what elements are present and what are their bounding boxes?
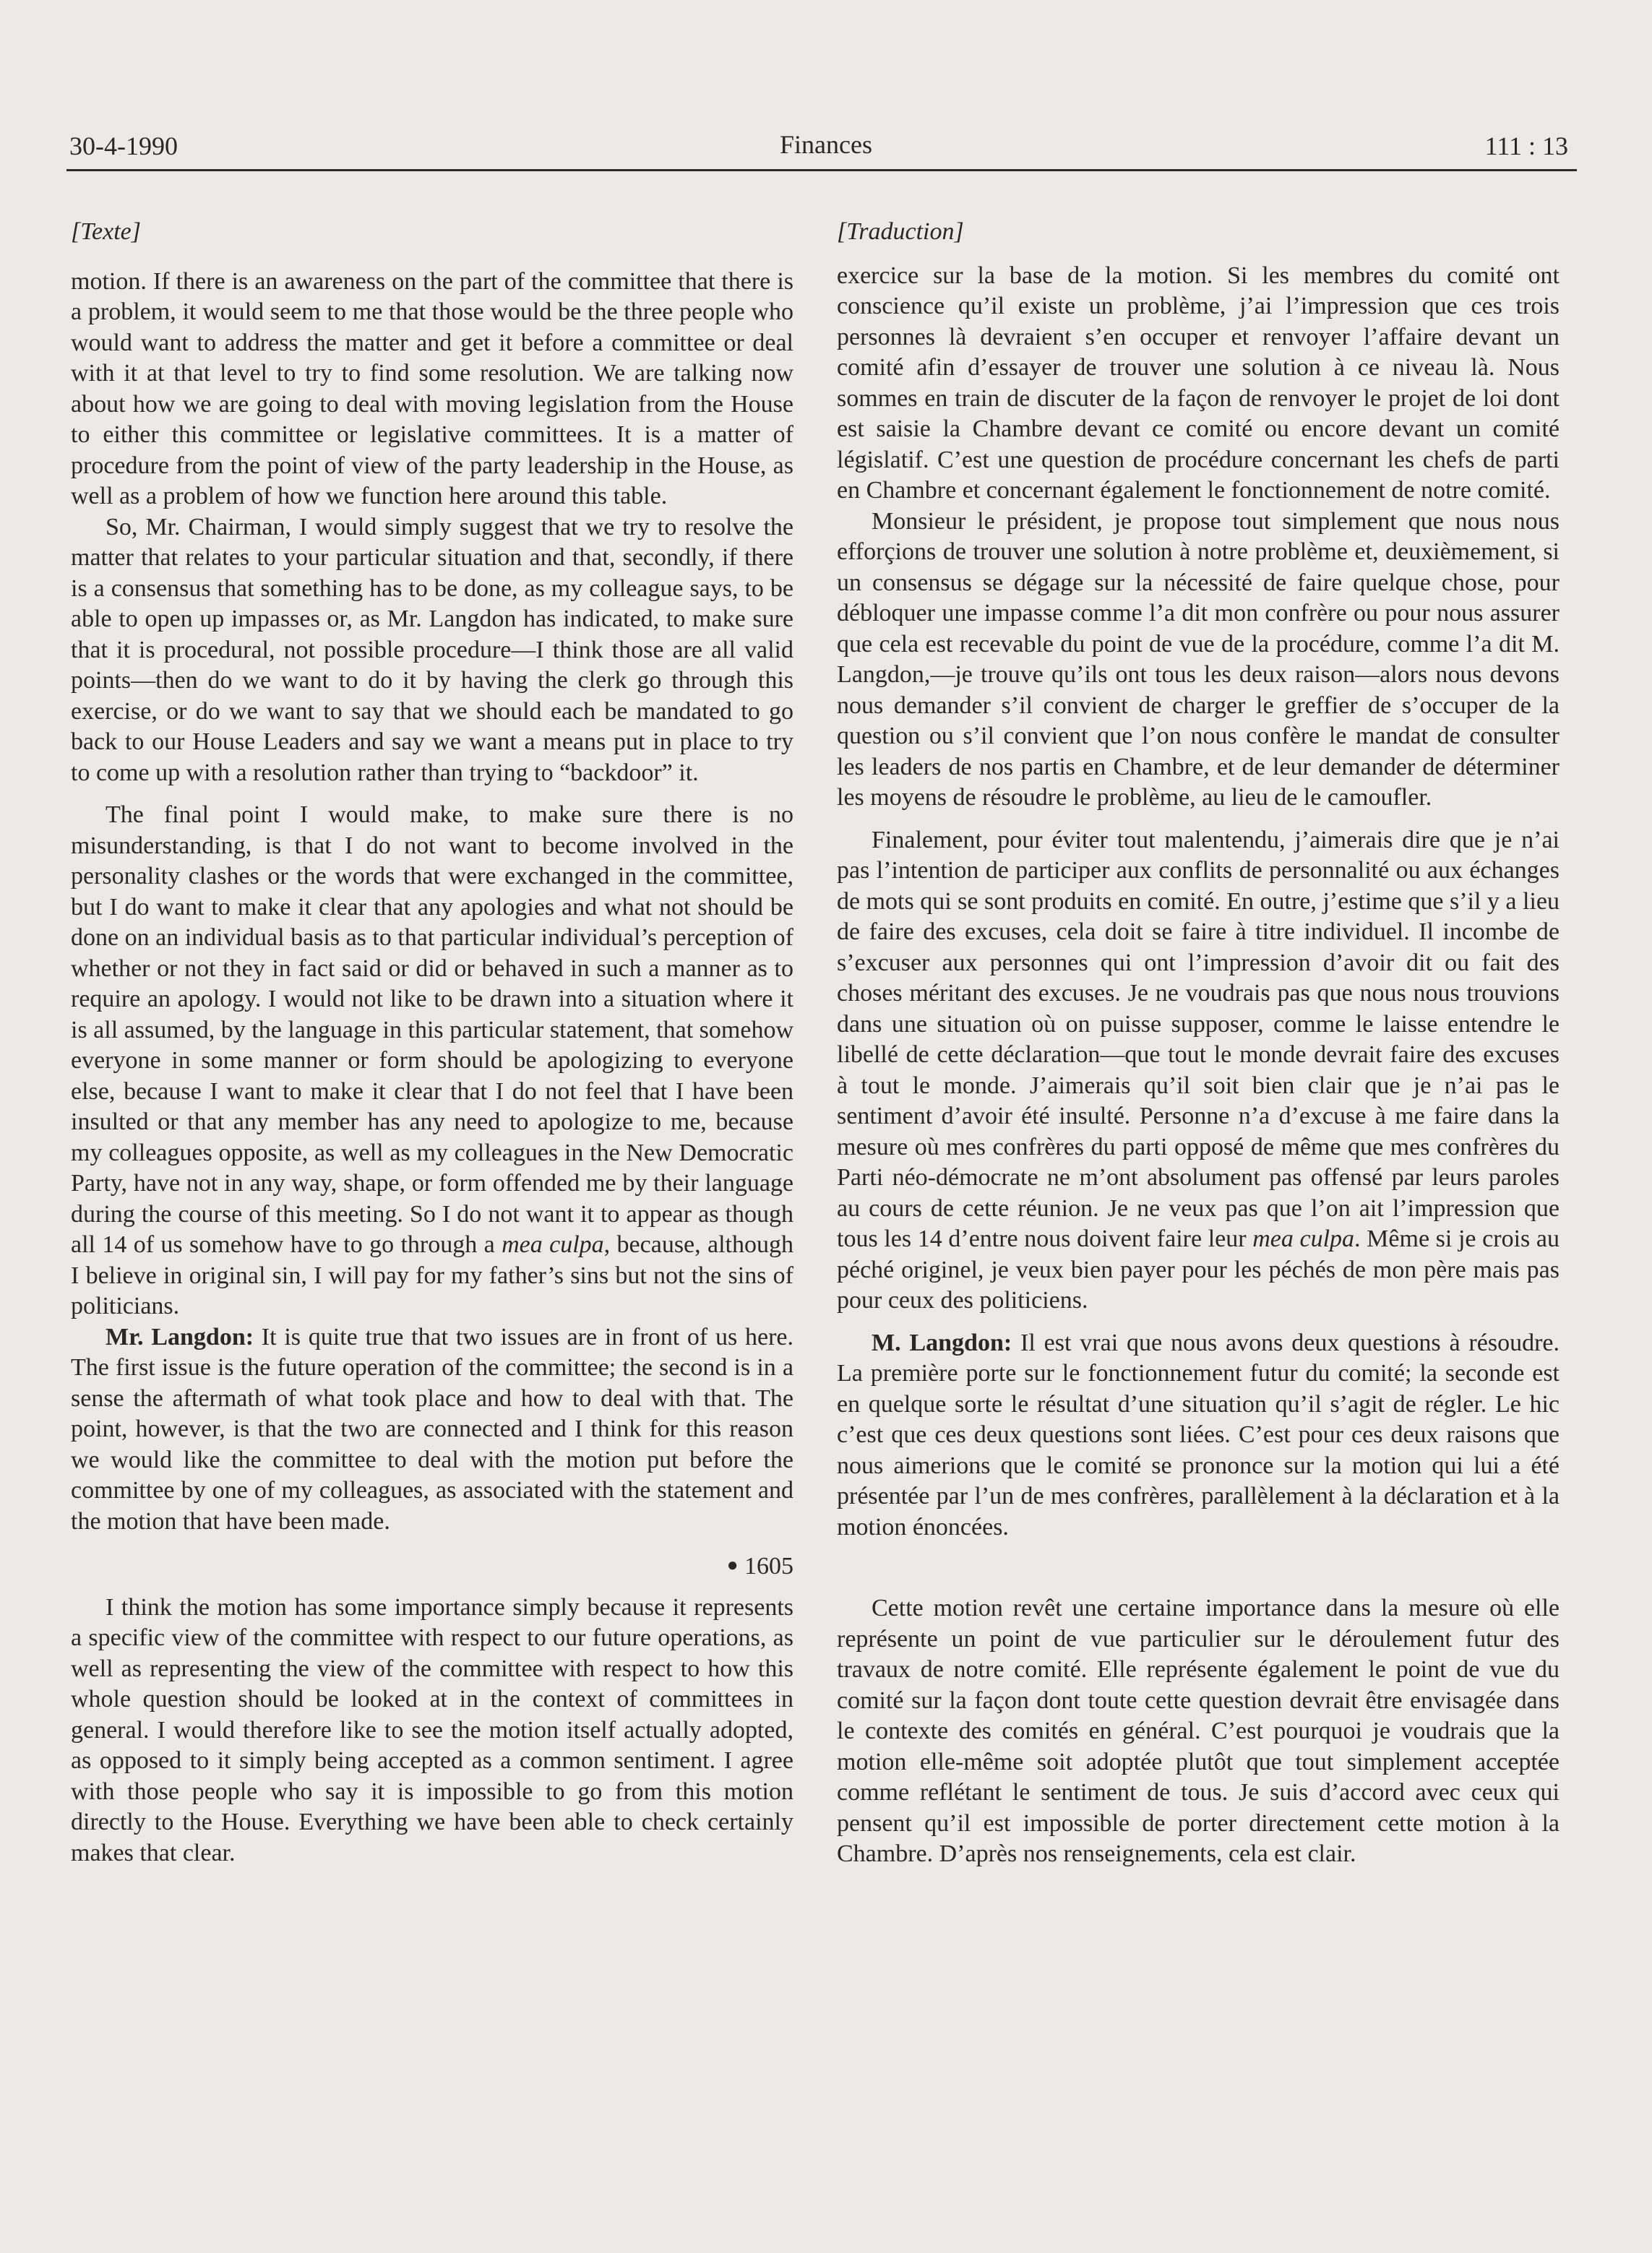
- paragraph-text: The final point I would make, to make sure there is no misunderstanding, is that I do not want to become involved in the personality clashes or the words that were exchanged in the committee, but I do want to make it clear that any apologies and what not should be done on an individual basis as to that particular individual’s perception of whether or not they in fact said or did or behaved in such a manner as to require an apology. I would not like to be drawn into a situation where it is all assumed, by the language in this particular statement, that somehow everyone in some manner or form should be apologizing to everyone else, because I want to make it clear that I do not feel that I have been insulted or that any member has any need to apologize to me, because my colleagues opposite, as well as my colleagues in the New Democratic Party, have not in any way, shape, or form offended me by their language during the course of this meeting. So I do not want it to appear as though all 14 of us somehow have to go through a: [71, 801, 793, 1258]
- column-tag: [Texte]: [71, 218, 141, 245]
- paragraph: So, Mr. Chairman, I would simply suggest that we try to resolve the matter that relates to your particular situation and that, secondly, if there is a consensus that something has to be done, as my colleague says, to be able to open up impasses or, as Mr. Langdon has indicated, to make sure that it is procedural, not possible procedure—I think those are all valid points—then do we want to do it by having the clerk go through this exercise, or do we want to say that we should each be mandated to go back to our House Leaders and say we want a means put in place to try to come up with a resolution rather than trying to “backdoor” it.: [71, 513, 793, 786]
- bullet-icon: ●: [726, 1554, 739, 1575]
- paragraph-text: Il est vrai que nous avons deux questions à résoudre. La première porte sur le fonctionnement futur du comité; la seconde est en quelque sorte le résultat d’une situation qu’il s’agit de régler. Le hic c’est que ces deux questions sont liées. C’est pour ces deux raisons que nous aimerions que le comité se prononce sur la motion qui lui a été présentée par l’un de mes confrères, parallèlement à la déclaration et à la motion énoncées.: [837, 1329, 1559, 1541]
- paragraph: I think the motion has some importance simply because it represents a specific view of the committee with respect to our future operations, as well as representing the view of the committee with respect to how this whole question should be looked at in the context of committees in general. I would therefore like to see the motion itself actually adopted, as opposed to it simply being accepted as a common sentiment. I agree with those people who say it is impossible to go from this motion directly to the House. Everything we have been able to check certainly makes that clear.: [71, 1593, 793, 1866]
- paragraph-text: Finalement, pour éviter tout malentendu, j’aimerais dire que je n’ai pas l’intention de participer aux conflits de personnalité ou aux échanges de mots qui se sont produits en comité. En outre, j’estime que s’il y a lieu de faire des excuses, cela doit se faire à titre individuel. Il incombe de s’excuser aux personnes qui ont l’impression d’avoir dit ou fait des choses méritant des excuses. Je ne voudrais pas que nous nous trouvions dans une situation où on puisse supposer, comme le laisse entendre le libellé de cette déclaration—que tout le monde devrait faire des excuses à tout le monde. J’aimerais qu’il soit bien clair que je n’ai pas le sentiment d’avoir été insulté. Personne n’a d’excuse à me faire dans la mesure où mes confrères du parti opposé de même que mes confrères du Parti néo-démocrate ne m’ont absolument pas offensé par leurs paroles au cours de cette réunion. Je ne veux pas que l’on ait l’impression que tous les 14 d’entre nous doivent faire leur: [837, 826, 1559, 1252]
- speaker-name: Mr. Langdon:: [106, 1323, 254, 1350]
- french-column: [837, 217, 1559, 1870]
- paragraph: Cette motion revêt une certaine importance dans la mesure où elle représente un point de vue particulier sur le déroulement futur des travaux de notre comité. Elle représente également le point de vue du comité sur la façon dont toute cette question devrait être envisagée dans le contexte des comités en général. C’est pourquoi je voudrais que la motion elle-même soit adoptée plutôt que tout simplement acceptée comme reflétant le sentiment de tous. Je suis d’accord avec ceux qui pensent qu’il est impossible de porter directement cette motion à la Chambre. D’après nos renseignements, cela est clair.: [837, 1595, 1559, 1867]
- paragraph: [837, 1328, 1559, 1543]
- english-column: [71, 217, 793, 1869]
- header-rule: [66, 169, 1577, 171]
- emphasis: mea culpa: [1252, 1225, 1355, 1252]
- paragraph: [837, 825, 1559, 1317]
- paragraph: exercice sur la base de la motion. Si les membres du comité ont conscience qu’il existe un problème, j’ai l’impression que ces trois personnes là devraient s’en occuper et renvoyer l’affaire devant un comité afin d’essayer de trouver une solution à ce niveau là. Nous sommes en train de discuter de la façon de renvoyer le projet de loi dont est saisie la Chambre devant ce comité ou encore devant un comité législatif. C’est une question de procédure concernant les chefs de parti en Chambre et concernant également le fonctionnement de notre comité.: [837, 262, 1559, 504]
- header-title: Finances: [780, 130, 872, 159]
- paragraph: Monsieur le président, je propose tout simplement que nous nous efforçions de trouver une solution à notre problème et, deuxièmement, si un consensus se dégage sur la nécessité de faire quelque chose, pour débloquer une impasse comme l’a dit mon confrère ou pour nous assurer que cela est recevable du point de vue de la procédure, comme l’a dit M. Langdon,—je trouve qu’ils ont tous les deux raison—alors nous devons nous demander s’il convient de charger le greffier de s’occuper de la question ou s’il convient que l’on nous confère le mandat de consulter les leaders de nos partis en Chambre, et de leur demander de déterminer les moyens de résoudre le problème, au lieu de le camoufler.: [837, 507, 1559, 811]
- header-date: 30-4-1990: [69, 132, 178, 160]
- header-page-number: 111 : 13: [1484, 132, 1568, 160]
- time-marker: [71, 1550, 793, 1582]
- column-tag: [Traduction]: [837, 218, 964, 245]
- speaker-name: M. Langdon:: [872, 1329, 1012, 1356]
- paragraph: motion. If there is an awareness on the part of the committee that there is a problem, it would seem to me that those would be the three people who would want to address the matter and get it before a committee or deal with it at that level to try to find some resolution. We are talking now about how we are going to deal with moving legislation from the House to either this committee or legislative committees. It is a matter of procedure from the point of view of the party leadership in the House, as well as a problem of how we function here around this table.: [71, 267, 793, 509]
- time-value: 1605: [744, 1553, 793, 1580]
- emphasis: mea culpa: [502, 1231, 604, 1258]
- paragraph-text: , because, although I believe in original sin, I will pay for my father’s sins but not the sins of politicians.: [71, 1231, 793, 1319]
- paragraph-text: It is quite true that two issues are in front of us here. The first issue is the future operation of the committee; the second is in a sense the aftermath of what took place and how to deal with that. The point, however, is that the two are connected and I think for this reason we would like the committee to deal with the motion put before the committee by one of my colleagues, as associated with the statement and the motion that have been made.: [71, 1323, 793, 1535]
- paragraph-text: . Même si je crois au péché originel, je veux bien payer pour les péchés de mon père mais pas pour ceux des politiciens.: [837, 1225, 1559, 1314]
- paragraph: [71, 800, 793, 1322]
- paragraph: [71, 1322, 793, 1538]
